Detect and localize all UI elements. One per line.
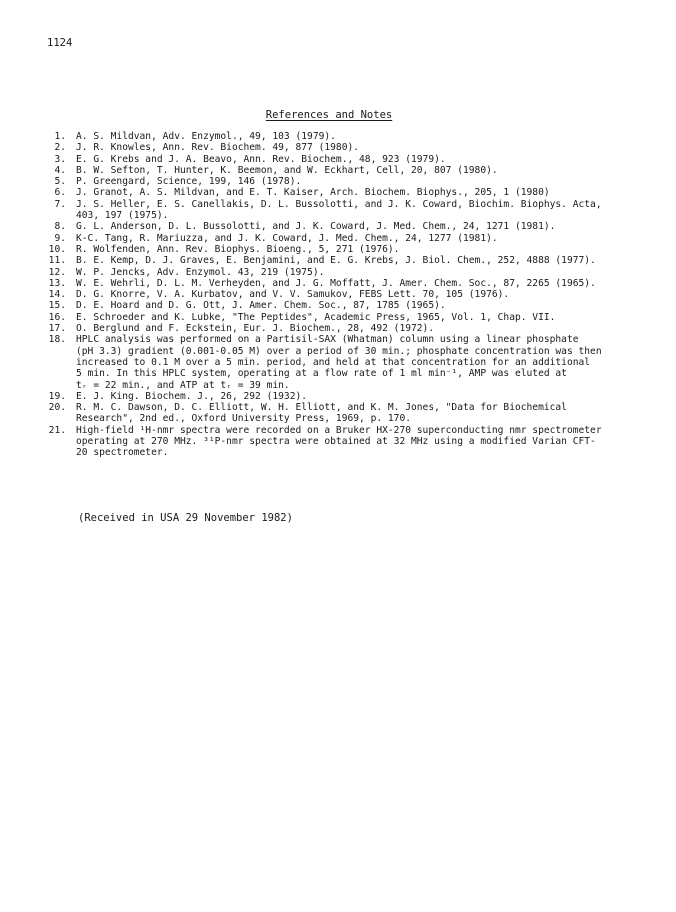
reference-number: 17.: [48, 323, 66, 335]
reference-text-line: D. G. Knorre, V. A. Kurbatov, and V. V. Samukov, FEBS Lett. 70, 105 (1976).: [76, 289, 510, 301]
reference-text-line: E. Schroeder and K. Lubke, "The Peptides", Academic Press, 1965, Vol. 1, Chap. VII.: [76, 311, 556, 323]
reference-item: [47, 233, 647, 244]
reference-number: 19.: [48, 390, 66, 402]
reference-item: [47, 176, 647, 187]
reference-number: 20.: [48, 402, 66, 414]
reference-item: [47, 289, 647, 300]
reference-item: [47, 300, 647, 311]
reference-item: [47, 425, 647, 459]
reference-item: [47, 312, 647, 323]
reference-number: 9.: [54, 232, 66, 244]
reference-text-line: J. Granot, A. S. Mildvan, and E. T. Kaiser, Arch. Biochem. Biophys., 205, 1 (1980): [76, 187, 550, 199]
reference-number: 16.: [48, 311, 66, 323]
page-number: 1124: [47, 37, 73, 49]
reference-text-line: A. S. Mildvan, Adv. Enzymol., 49, 103 (1979).: [76, 131, 336, 142]
reference-item: [47, 165, 647, 176]
reference-text-line: W. E. Wehrli, D. L. M. Verheyden, and J. G. Moffatt, J. Amer. Chem. Soc., 87, 2265 (1965).: [76, 277, 596, 289]
reference-number: 21.: [48, 424, 66, 436]
reference-text-line: B. W. Sefton, T. Hunter, K. Beemon, and W. Eckhart, Cell, 20, 807 (1980).: [76, 164, 498, 176]
reference-list: [47, 131, 647, 459]
reference-text-line: O. Berglund and F. Eckstein, Eur. J. Biochem., 28, 492 (1972).: [76, 323, 435, 335]
reference-number: 7.: [54, 198, 66, 210]
reference-text-line: Research", 2nd ed., Oxford University Press, 1969, p. 170.: [76, 413, 412, 425]
reference-number: 6.: [54, 187, 66, 199]
reference-text-line: G. L. Anderson, D. L. Bussolotti, and J. K. Coward, J. Med. Chem., 24, 1271 (1981).: [76, 221, 556, 233]
reference-item: [47, 323, 647, 334]
reference-item: [47, 267, 647, 278]
reference-number: 18.: [48, 334, 66, 346]
reference-number: 4.: [54, 164, 66, 176]
reference-item: [47, 402, 647, 425]
reference-item: [47, 142, 647, 153]
reference-text-line: increased to 0.1 M over a 5 min. period, and held at that concentration for an additional: [76, 356, 591, 368]
reference-item: [47, 221, 647, 232]
reference-number: 12.: [48, 266, 66, 278]
reference-text-line: operating at 270 MHz. ³¹P-nmr spectra were obtained at 32 MHz using a modified Varian CFT-: [76, 436, 596, 448]
reference-item: [47, 391, 647, 402]
reference-item: [47, 199, 647, 222]
reference-number: 8.: [54, 221, 66, 233]
reference-text-line: J. R. Knowles, Ann. Rev. Biochem. 49, 877 (1980).: [76, 142, 360, 154]
reference-item: [47, 131, 647, 142]
reference-number: 10.: [48, 243, 66, 255]
received-date: (Received in USA 29 November 1982): [78, 512, 293, 524]
reference-text-line: W. P. Jencks, Adv. Enzymol. 43, 219 (1975).: [76, 266, 325, 278]
reference-text-line: High-field ¹H-nmr spectra were recorded on a Bruker HX-270 superconducting nmr spectrometer: [76, 424, 602, 436]
reference-item: [47, 255, 647, 266]
reference-item: [47, 334, 647, 390]
reference-text-line: 20 spectrometer.: [76, 447, 169, 459]
reference-text-line: D. E. Hoard and D. G. Ott, J. Amer. Chem. Soc., 87, 1785 (1965).: [76, 300, 446, 312]
references-heading: References and Notes: [265, 109, 393, 121]
reference-text-line: (pH 3.3) gradient (0.001-0.05 M) over a period of 30 min.; phosphate concentration was then: [76, 345, 602, 357]
reference-text-line: J. S. Heller, E. S. Canellakis, D. L. Bussolotti, and J. K. Coward, Biochim. Biophys. Acta,: [76, 198, 602, 210]
reference-text-line: 5 min. In this HPLC system, operating at a flow rate of 1 ml min⁻¹, AMP was eluted at: [76, 368, 567, 380]
reference-number: 2.: [54, 142, 66, 154]
reference-item: [47, 187, 647, 198]
reference-number: 13.: [48, 277, 66, 289]
reference-text-line: tᵣ = 22 min., and ATP at tᵣ = 39 min.: [76, 379, 290, 391]
reference-number: 14.: [48, 289, 66, 301]
reference-text-line: P. Greengard, Science, 199, 146 (1978).: [76, 176, 302, 188]
reference-text-line: B. E. Kemp, D. J. Graves, E. Benjamini, and E. G. Krebs, J. Biol. Chem., 252, 4888 (1977).: [76, 255, 596, 267]
reference-number: 11.: [48, 255, 66, 267]
reference-number: 1.: [54, 131, 66, 142]
reference-text-line: K-C. Tang, R. Mariuzza, and J. K. Coward, J. Med. Chem., 24, 1277 (1981).: [76, 232, 498, 244]
reference-text-line: E. G. Krebs and J. A. Beavo, Ann. Rev. Biochem., 48, 923 (1979).: [76, 153, 446, 165]
reference-text-line: 403, 197 (1975).: [76, 210, 169, 222]
reference-text-line: R. M. C. Dawson, D. C. Elliott, W. H. Elliott, and K. M. Jones, "Data for Biochemical: [76, 402, 567, 414]
reference-number: 5.: [54, 176, 66, 188]
reference-item: [47, 154, 647, 165]
reference-number: 15.: [48, 300, 66, 312]
reference-text-line: HPLC analysis was performed on a Partisil-SAX (Whatman) column using a linear phosphate: [76, 334, 579, 346]
reference-number: 3.: [54, 153, 66, 165]
reference-text-line: E. J. King. Biochem. J., 26, 292 (1932).: [76, 390, 308, 402]
reference-item: [47, 278, 647, 289]
reference-item: [47, 244, 647, 255]
reference-text-line: R. Wolfenden, Ann. Rev. Biophys. Bioeng., 5, 271 (1976).: [76, 243, 400, 255]
